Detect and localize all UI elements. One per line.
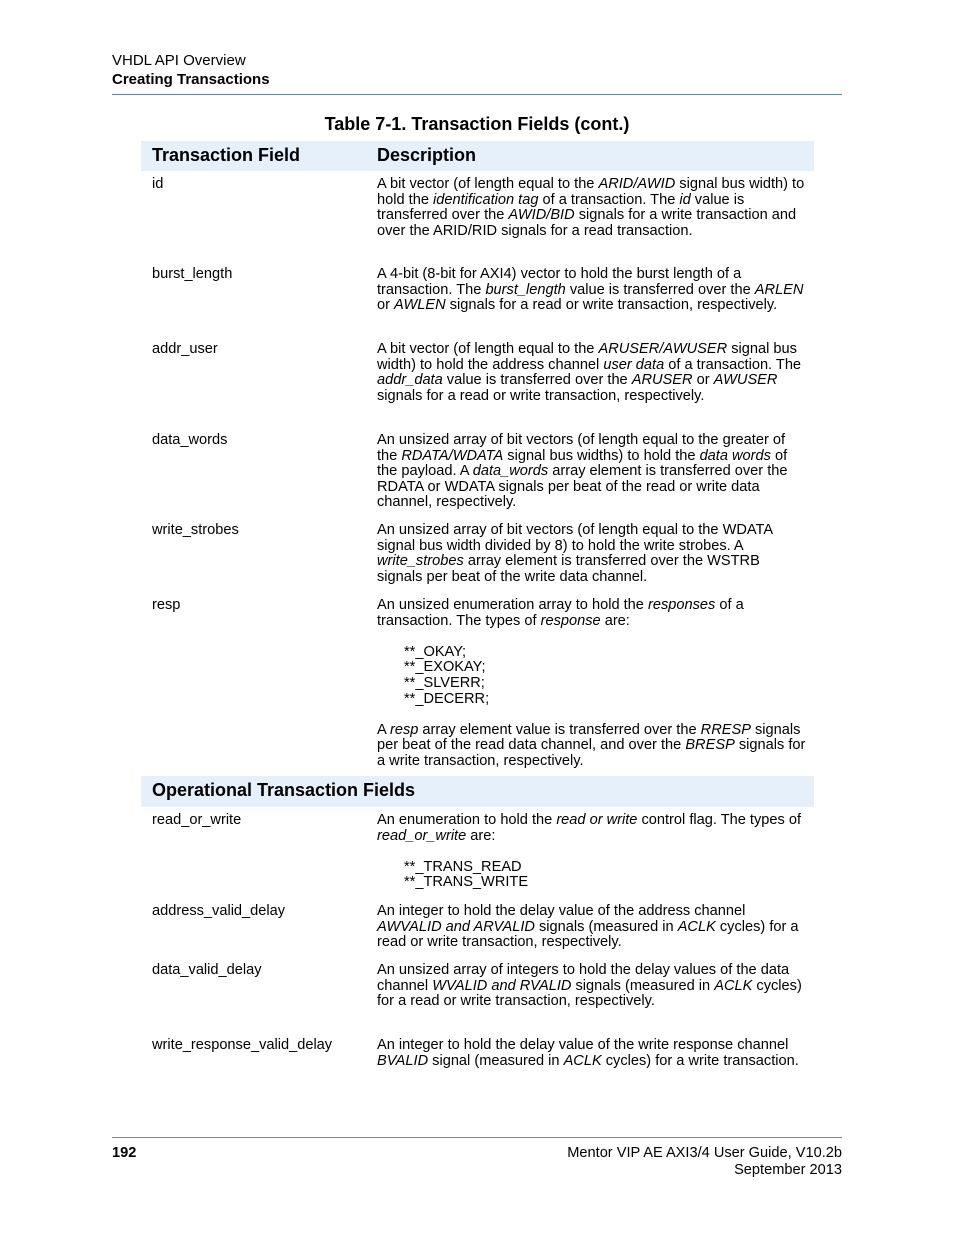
field-description [377, 177, 809, 239]
text-run: value is transferred over the [442, 372, 632, 389]
text-run: signals for a read or write transaction, respectively. [445, 297, 778, 314]
footer-rule [112, 1137, 842, 1138]
text-run: are: [600, 612, 630, 629]
section-heading-band [141, 776, 814, 807]
running-header-section: VHDL API Overview [112, 52, 246, 69]
italic-term: identification tag [433, 191, 539, 208]
italic-term: burst_length [485, 281, 566, 298]
text-run: cycles) for a write transaction. [601, 1052, 799, 1069]
text-run: signals per beat of the read data channel, and over the [377, 721, 801, 754]
text-run: signals for a write transaction, respectively. [377, 737, 806, 769]
field-description [377, 433, 809, 511]
text-run: of a transaction. The [664, 356, 802, 373]
running-header-subsection: Creating Transactions [112, 71, 270, 88]
italic-term: data_words [472, 463, 549, 480]
text-run: An integer to hold the delay value of the address channel [377, 903, 746, 919]
italic-term: RRESP [700, 721, 751, 738]
italic-term: ARUSER [631, 372, 693, 389]
text-run: array element is transferred over the WSTRB signals per beat of the write data channel. [377, 553, 760, 585]
footer-date: September 2013 [734, 1162, 842, 1178]
italic-term: RDATA/WDATA [401, 447, 504, 464]
text-run: An unsized array of integers to hold the delay values of the data channel [377, 962, 790, 994]
italic-term: write_strobes [377, 553, 464, 570]
italic-term: ARLEN [754, 281, 804, 298]
page-number: 192 [112, 1145, 137, 1161]
italic-term: ARUSER/AWUSER [598, 341, 728, 357]
italic-term: AWLEN [394, 297, 446, 314]
italic-term: BVALID [377, 1052, 429, 1069]
text-run: signals (measured in [571, 977, 715, 994]
text-run: A [377, 721, 390, 738]
italic-term: read_or_write [377, 827, 467, 844]
italic-term: AWUSER [713, 372, 778, 389]
enum-value: **_EXOKAY; [404, 659, 486, 676]
column-header-description: Description [377, 145, 477, 165]
header-rule [112, 94, 842, 95]
field-description [377, 963, 809, 1010]
italic-term: AWID/BID [508, 207, 575, 224]
text-run: control flag. The types of [637, 812, 802, 828]
enum-value: **_DECERR; [404, 690, 490, 707]
field-name: resp [152, 597, 181, 613]
italic-term: AWVALID and ARVALID [377, 918, 535, 935]
italic-term: responses [647, 597, 716, 613]
field-name: read_or_write [152, 812, 242, 828]
italic-term: BRESP [685, 737, 735, 754]
field-description [377, 523, 809, 585]
enum-list [404, 860, 809, 891]
text-run: An unsized enumeration array to hold the [377, 597, 648, 613]
italic-term: ACLK [677, 918, 716, 935]
italic-term: ARID/AWID [598, 176, 676, 192]
italic-term: WVALID and RVALID [432, 977, 572, 994]
text-run: array element value is transferred over the [418, 721, 701, 738]
field-name: burst_length [152, 266, 233, 282]
enum-list [404, 645, 809, 707]
text-run: signal bus widths) to hold the [503, 447, 700, 464]
enum-value: **_TRANS_READ [404, 858, 522, 875]
text-run: cycles) for a read or write transaction, respectively. [377, 918, 799, 951]
text-run: A bit vector (of length equal to the [377, 341, 599, 357]
field-description [377, 267, 809, 314]
table-header [141, 141, 814, 171]
text-run: signals for a read or write transaction, respectively. [377, 387, 705, 404]
enum-value: **_TRANS_WRITE [404, 874, 529, 891]
text-run: An enumeration to hold the [377, 812, 557, 828]
field-name: write_strobes [152, 522, 239, 538]
text-run: of a transaction. The types of [377, 597, 744, 629]
italic-term: resp [389, 721, 419, 738]
field-name: data_words [152, 432, 228, 448]
text-run: array element is transferred over the RDATA or WDATA signals per beat of the read or write data channel, respectively. [377, 463, 788, 511]
text-run: signals for a write transaction and over the ARID/RID signals for a read transaction. [377, 207, 797, 239]
text-run: A 4-bit (8-bit for AXI4) vector to hold the burst length of a transaction. The [377, 266, 742, 298]
field-name: data_valid_delay [152, 962, 262, 978]
field-name: write_response_valid_delay [152, 1037, 333, 1053]
italic-term: response [540, 612, 601, 629]
column-header-field: Transaction Field [152, 145, 301, 165]
text-run: or [377, 297, 395, 314]
text-run: An integer to hold the delay value of the write response channel [377, 1037, 789, 1053]
field-name: address_valid_delay [152, 903, 286, 919]
table-caption: Table 7-1. Transaction Fields (cont.) [324, 114, 630, 134]
italic-term: data words [699, 447, 771, 464]
field-description [377, 813, 809, 891]
footer-guide-title: Mentor VIP AE AXI3/4 User Guide, V10.2b [567, 1145, 842, 1161]
text-run: signal bus width) to hold the [377, 176, 805, 208]
section-heading: Operational Transaction Fields [152, 780, 416, 800]
field-name: id [152, 176, 164, 192]
text-run: signal (measured in [428, 1052, 564, 1069]
text-run: of the payload. A [377, 447, 788, 480]
field-description [377, 1038, 809, 1069]
italic-term: id [679, 191, 691, 208]
text-run: cycles) for a read or write transaction, respectively. [377, 977, 802, 1010]
text-run: A bit vector (of length equal to the [377, 176, 599, 192]
field-description [377, 342, 809, 404]
text-run: value is transferred over the [377, 191, 745, 224]
enum-value: **_OKAY; [404, 643, 467, 660]
text-run: are: [466, 827, 496, 844]
text-run: of a transaction. The [538, 191, 680, 208]
field-name: addr_user [152, 341, 218, 357]
italic-term: addr_data [377, 372, 443, 389]
field-description [377, 598, 809, 770]
italic-term: ACLK [714, 977, 753, 994]
text-run: value is transferred over the [565, 281, 755, 298]
italic-term: ACLK [563, 1052, 602, 1069]
field-description [377, 904, 809, 951]
italic-term: user data [603, 356, 665, 373]
italic-term: read or write [556, 812, 638, 828]
text-run: signal bus width) to hold the address channel [377, 341, 797, 373]
text-run: or [692, 372, 714, 389]
text-run: An unsized array of bit vectors (of length equal to the WDATA signal bus width divided by 8) to hold the write strobes. A [377, 522, 773, 554]
text-run: An unsized array of bit vectors (of length equal to the greater of the [377, 432, 786, 464]
text-run: signals (measured in [534, 918, 678, 935]
enum-value: **_SLVERR; [404, 674, 485, 691]
